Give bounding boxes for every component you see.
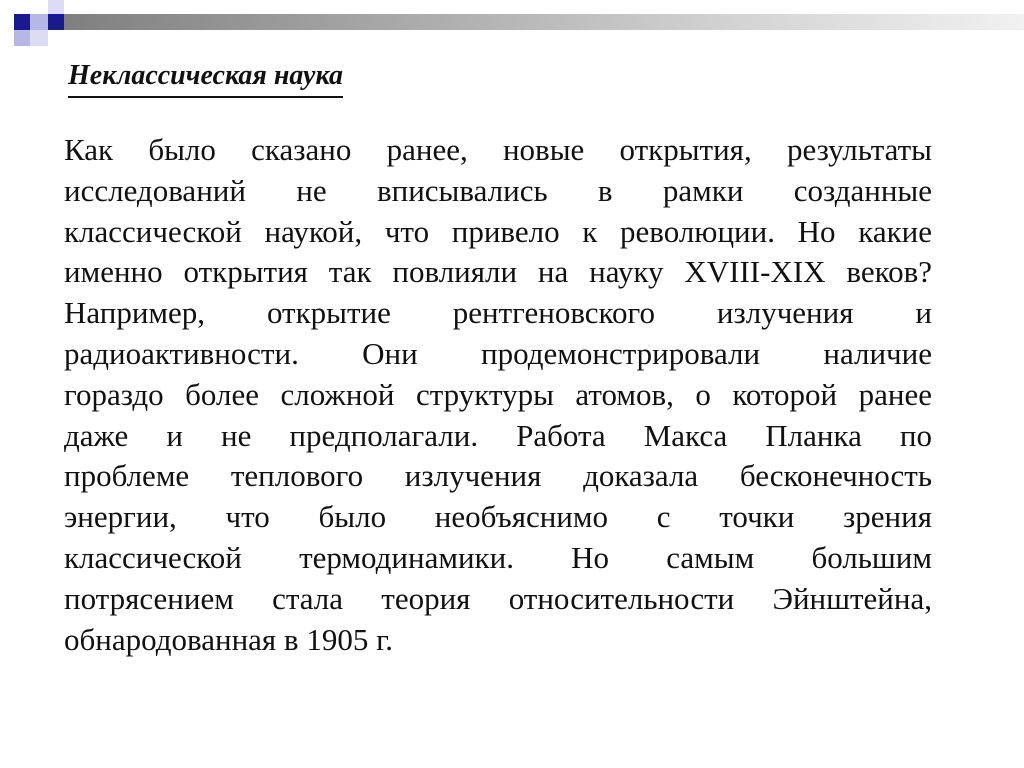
paragraph-line: классической наукой, что привело к революции. Но какие <box>64 213 932 249</box>
decor-square-lavender <box>14 30 30 46</box>
paragraph-line: проблеме теплового излучения доказала бесконечность <box>64 458 932 494</box>
paragraph-line: Например, открытие рентгеновского излучения и <box>64 295 932 331</box>
paragraph-line: именно открытия так повлияли на науку XVIII-XIX веков? <box>64 254 932 290</box>
slide-title: Неклассическая наука <box>68 58 343 98</box>
paragraph-line: Как было сказано ранее, новые открытия, результаты <box>64 132 932 167</box>
paragraph-line: исследований не вписывались в рамки созданные <box>64 172 932 208</box>
paragraph-line: потрясением стала теория относительности Эйнштейна, <box>64 580 932 616</box>
body-paragraph <box>64 130 932 660</box>
paragraph-line: обнародованная в 1905 г. <box>64 621 394 657</box>
decor-square-lavender <box>30 14 48 30</box>
decor-square-navy <box>14 14 30 30</box>
paragraph-line: гораздо более сложной структуры атомов, о которой ранее <box>64 376 932 412</box>
decor-square-pale <box>30 30 48 46</box>
paragraph-line: энергии, что было необъяснимо с точки зрения <box>64 499 932 535</box>
decor-square-navy <box>48 14 64 30</box>
decor-square-pale <box>48 0 64 14</box>
paragraph-line: классической термодинамики. Но самым большим <box>64 539 932 575</box>
paragraph-line: даже и не предполагали. Работа Макса Планка по <box>64 417 932 453</box>
top-gradient-rule <box>64 14 1024 30</box>
paragraph-line: радиоактивности. Они продемонстрировали наличие <box>64 335 932 371</box>
